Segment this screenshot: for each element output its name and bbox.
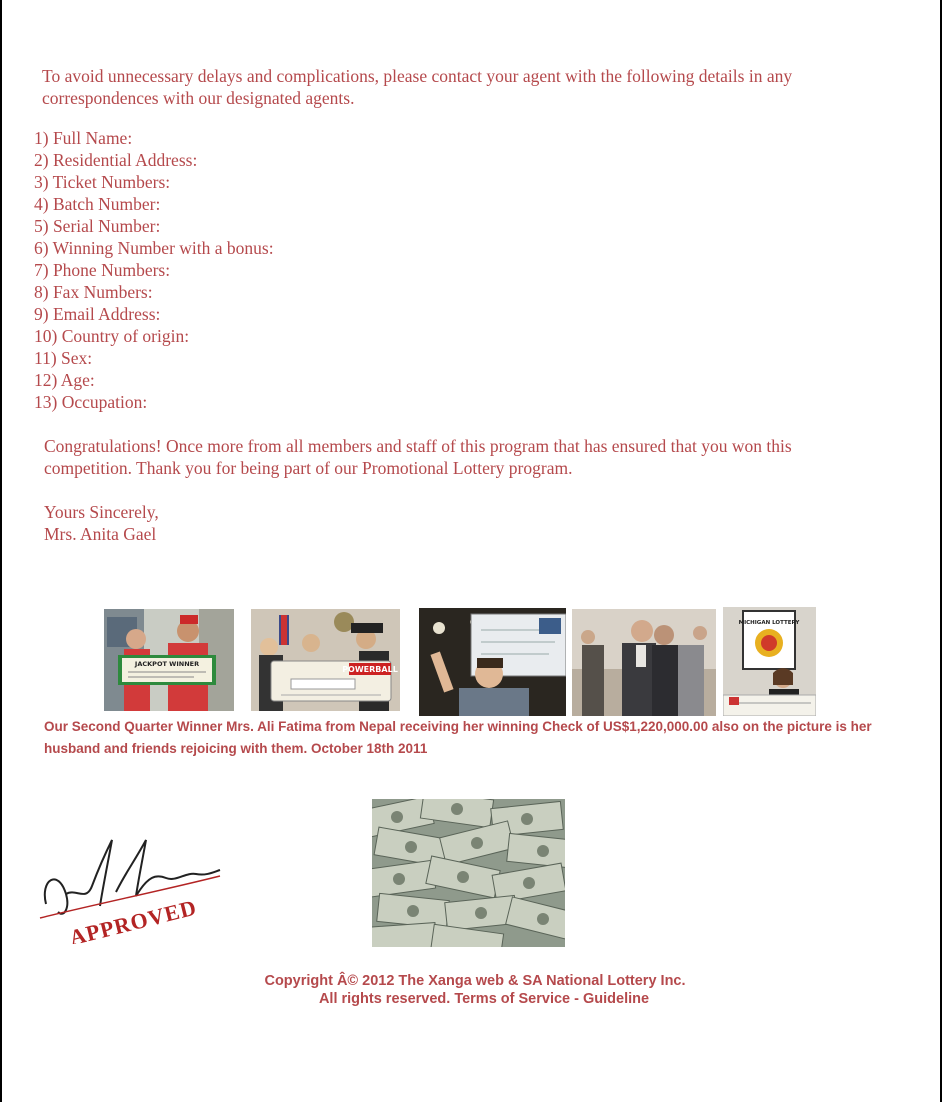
list-item: 13) Occupation: <box>34 392 148 412</box>
details-list <box>34 127 274 413</box>
winner-photo-2 <box>251 609 400 711</box>
list-item: 2) Residential Address: <box>34 150 198 170</box>
footer <box>200 972 750 1008</box>
check-brand: POWERBALL <box>342 665 398 674</box>
lottery-sign: MICHIGAN LOTTERY <box>738 620 800 626</box>
list-item: 9) Email Address: <box>34 304 161 324</box>
winner-photo-4 <box>572 609 716 716</box>
winner-photo-5 <box>723 607 816 716</box>
list-item: 6) Winning Number with a bonus: <box>34 238 274 258</box>
copyright-line: Copyright Â© 2012 The Xanga web & SA National Lottery Inc. <box>264 973 686 989</box>
stamp-text: APPROVED <box>66 894 200 944</box>
winner-caption: Our Second Quarter Winner Mrs. Ali Fatima from Nepal receiving her winning Check of US$1,220,000.00 also on the picture is her husband and friends rejoicing with them. October 18th 2011 <box>44 719 872 756</box>
winner-photo-1 <box>104 609 234 711</box>
signer-name: Mrs. Anita Gael <box>44 524 157 544</box>
money-pile-image <box>372 799 565 947</box>
intro-paragraph: To avoid unnecessary delays and complications, please contact your agent with the following details in any correspondences with our designated agents. <box>42 66 793 108</box>
closing-block <box>44 501 159 545</box>
winner-photo-3 <box>419 608 566 716</box>
salutation: Yours Sincerely, <box>44 502 159 522</box>
list-item: 12) Age: <box>34 370 95 390</box>
list-item: 3) Ticket Numbers: <box>34 172 171 192</box>
approved-stamp <box>36 832 222 944</box>
list-item: 10) Country of origin: <box>34 326 190 346</box>
list-item: 1) Full Name: <box>34 128 133 148</box>
congratulations-paragraph: Congratulations! Once more from all members and staff of this program that has ensured that you won this competition. Thank you for being part of our Promotional Lottery program. <box>44 436 792 478</box>
list-item: 8) Fax Numbers: <box>34 282 153 302</box>
rights-line: All rights reserved. Terms of Service - Guideline <box>318 991 650 1007</box>
list-item: 4) Batch Number: <box>34 194 161 214</box>
list-item: 7) Phone Numbers: <box>34 260 171 280</box>
list-item: 5) Serial Number: <box>34 216 161 236</box>
list-item: 11) Sex: <box>34 348 93 368</box>
jackpot-sign: JACKPOT WINNER <box>134 660 200 668</box>
